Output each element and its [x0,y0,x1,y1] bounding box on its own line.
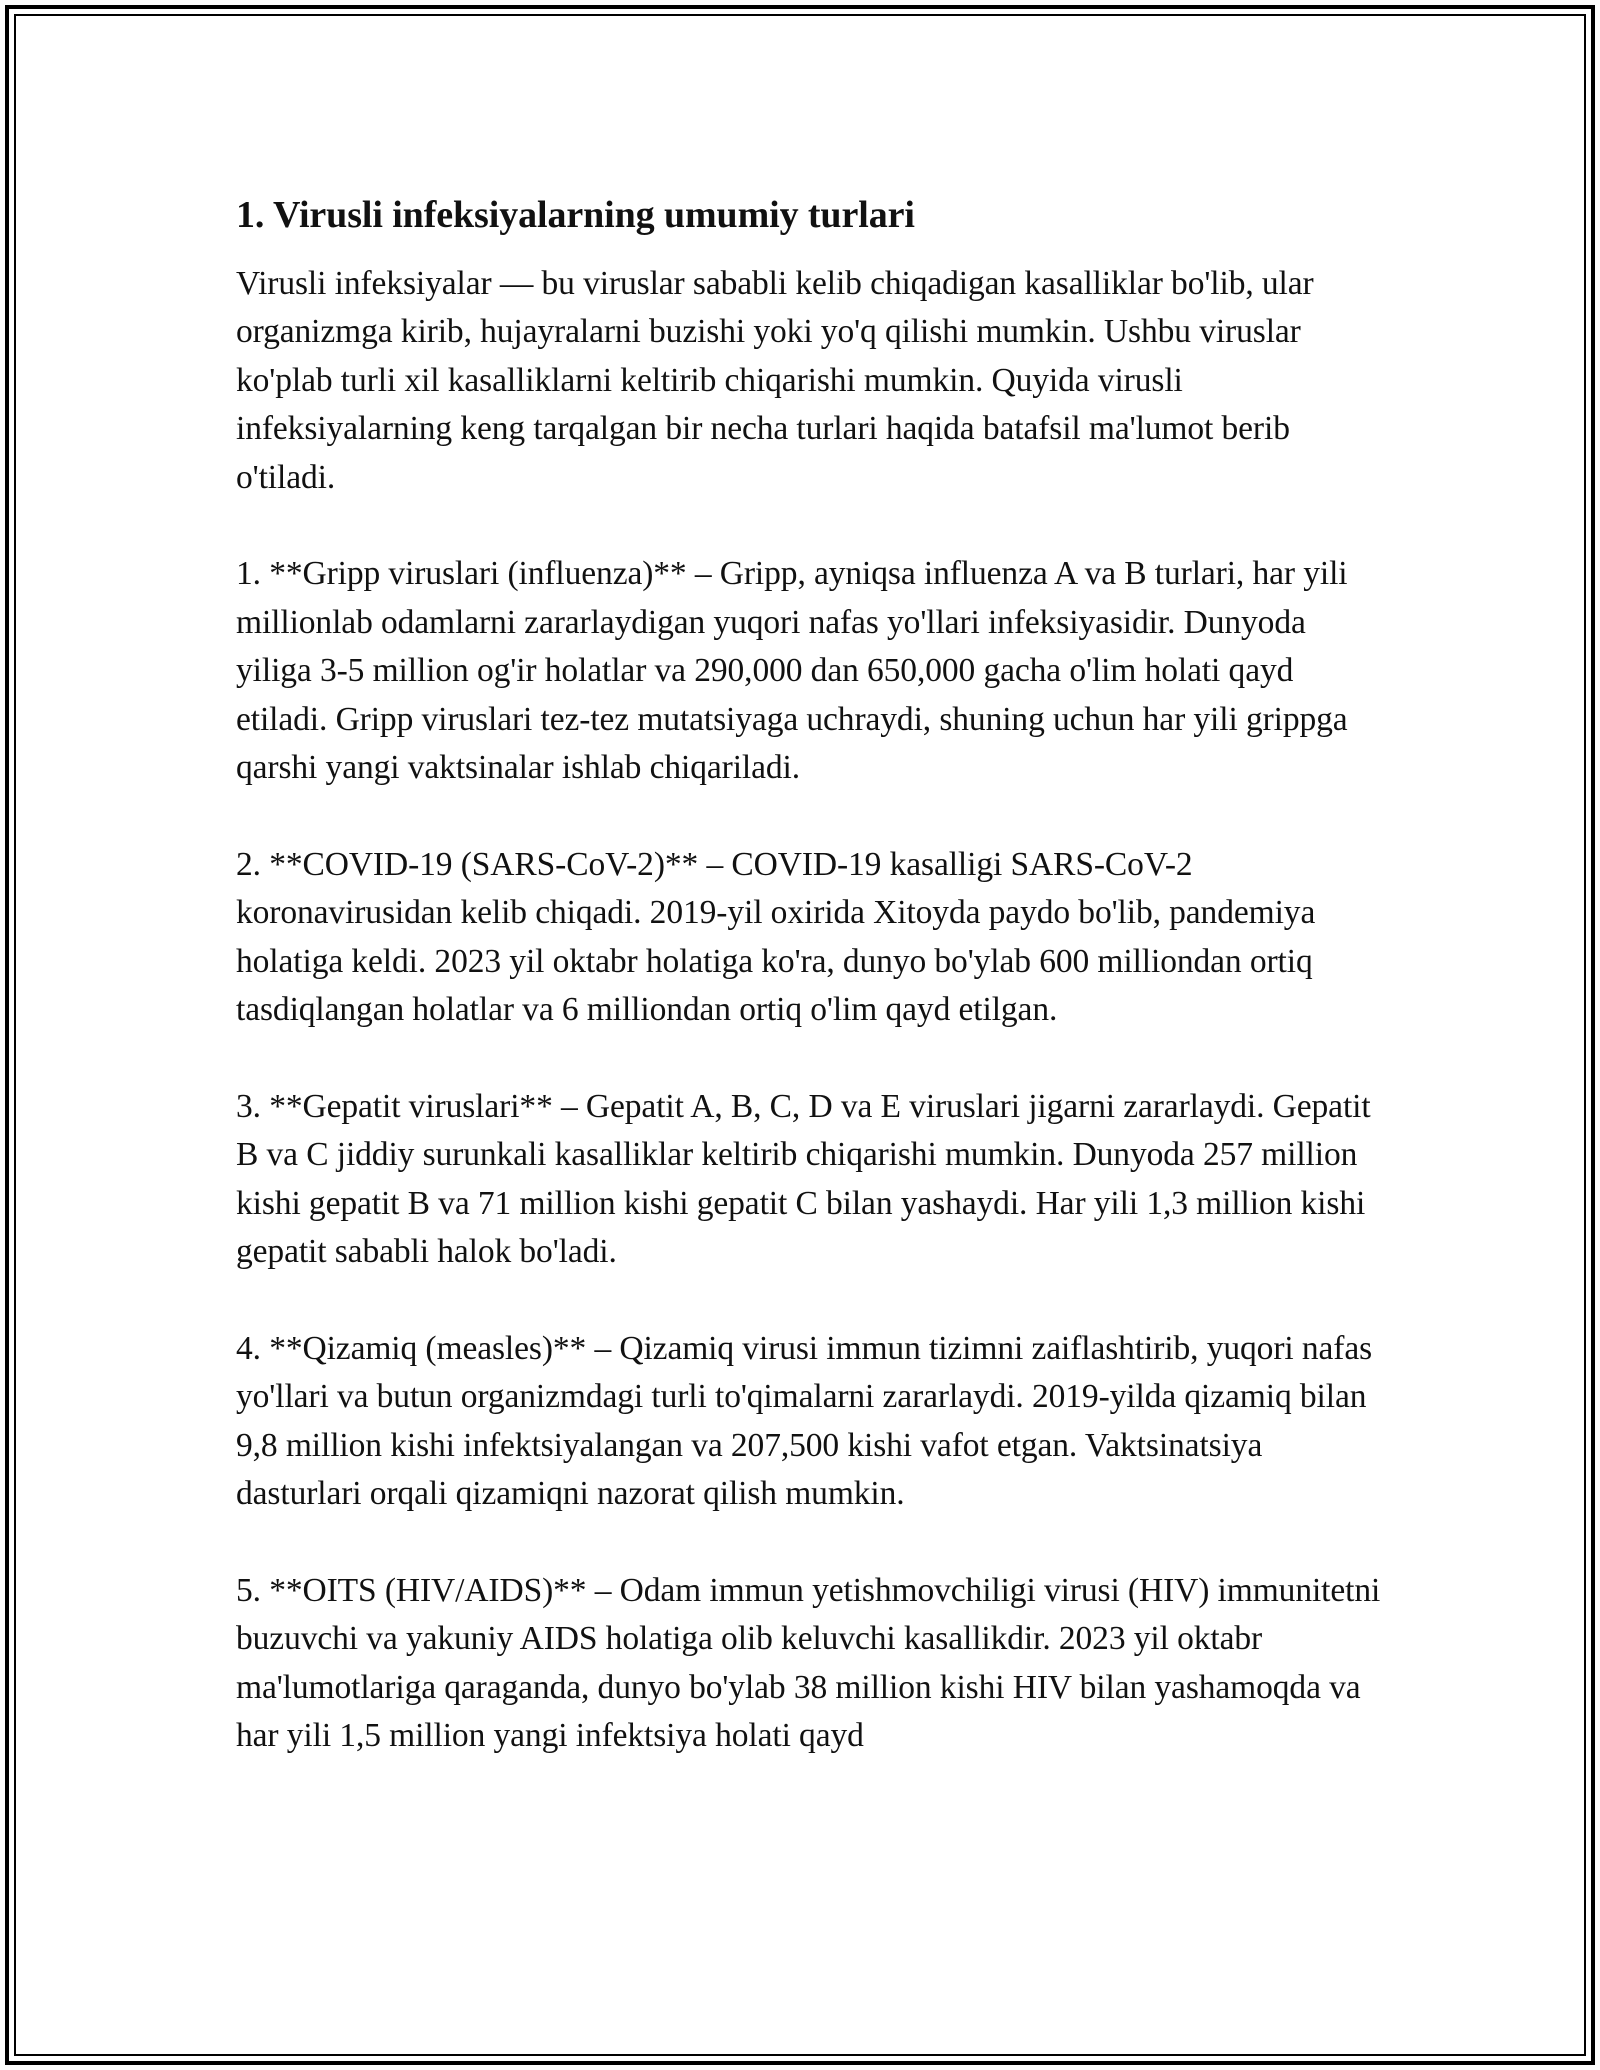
paragraph-covid19: 2. **COVID-19 (SARS-CoV-2)** – COVID-19 kasalligi SARS-CoV-2 koronavirusidan kelib chiqadi. 2019-yil oxirida Xitoyda paydo bo'lib, pandemiya holatiga keldi. 2023 yil oktabr holatiga ko'ra, dunyo bo'ylab 600 milliondan ortiq tasdiqlangan holatlar va 6 milliondan ortiq o'lim qayd etilgan. [236,845,1316,1029]
paragraph-measles: 4. **Qizamiq (measles)** – Qizamiq virusi immun tizimni zaiflashtirib, yuqori nafas yo'llari va butun organizmdagi turli to'qimalarni zararlaydi. 2019-yilda qizamiq bilan 9,8 million kishi infektsiyalangan va 207,500 kishi vafot etgan. Vaktsinatsiya dasturlari orqali qizamiqni nazorat qilish mumkin. [236,1329,1373,1513]
section-heading: 1. Virusli infeksiyalarning umumiy turlari [236,194,915,236]
intro-paragraph: Virusli infeksiyalar — bu viruslar sababli kelib chiqadigan kasalliklar bo'lib, ular organizmga kirib, hujayralarni buzishi yoki yo'q qilishi mumkin. Ushbu viruslar ko'plab turli xil kasalliklarni keltirib chiqarishi mumkin. Quyida virusli infeksiyalarning keng tarqalgan bir necha turlari haqida batafsil ma'lumot berib o'tiladi. [236,265,1314,496]
paragraph-hepatitis: 3. **Gepatit viruslari** – Gepatit A, B, C, D va E viruslari jigarni zararlaydi. Gepatit B va C jiddiy surunkali kasalliklar keltirib chiqarishi mumkin. Dunyoda 257 million kishi gepatit B va 71 million kishi gepatit C bilan yashaydi. Har yili 1,3 million kishi gepatit sababli halok bo'ladi. [236,1087,1371,1271]
paragraph-influenza: 1. **Gripp viruslari (influenza)** – Gripp, ayniqsa influenza A va B turlari, har yili millionlab odamlarni zararlaydigan yuqori nafas yo'llari infeksiyasidir. Dunyoda yiliga 3-5 million og'ir holatlar va 290,000 dan 650,000 gacha o'lim holati qayd etiladi. Gripp viruslari tez-tez mutatsiyaga uchraydi, shuning uchun har yili grippga qarshi yangi vaktsinalar ishlab chiqariladi. [236,555,1348,787]
paragraph-hiv-aids: 5. **OITS (HIV/AIDS)** – Odam immun yetishmovchiligi virusi (HIV) immunitetni buzuvchi va yakuniy AIDS holatiga olib keluvchi kasallikdir. 2023 yil oktabr ma'lumotlariga qaraganda, dunyo bo'ylab 38 million kishi HIV bilan yashamoqda va har yili 1,5 million yangi infektsiya holati qayd [236,1571,1381,1755]
document-page [236,190,1381,1809]
